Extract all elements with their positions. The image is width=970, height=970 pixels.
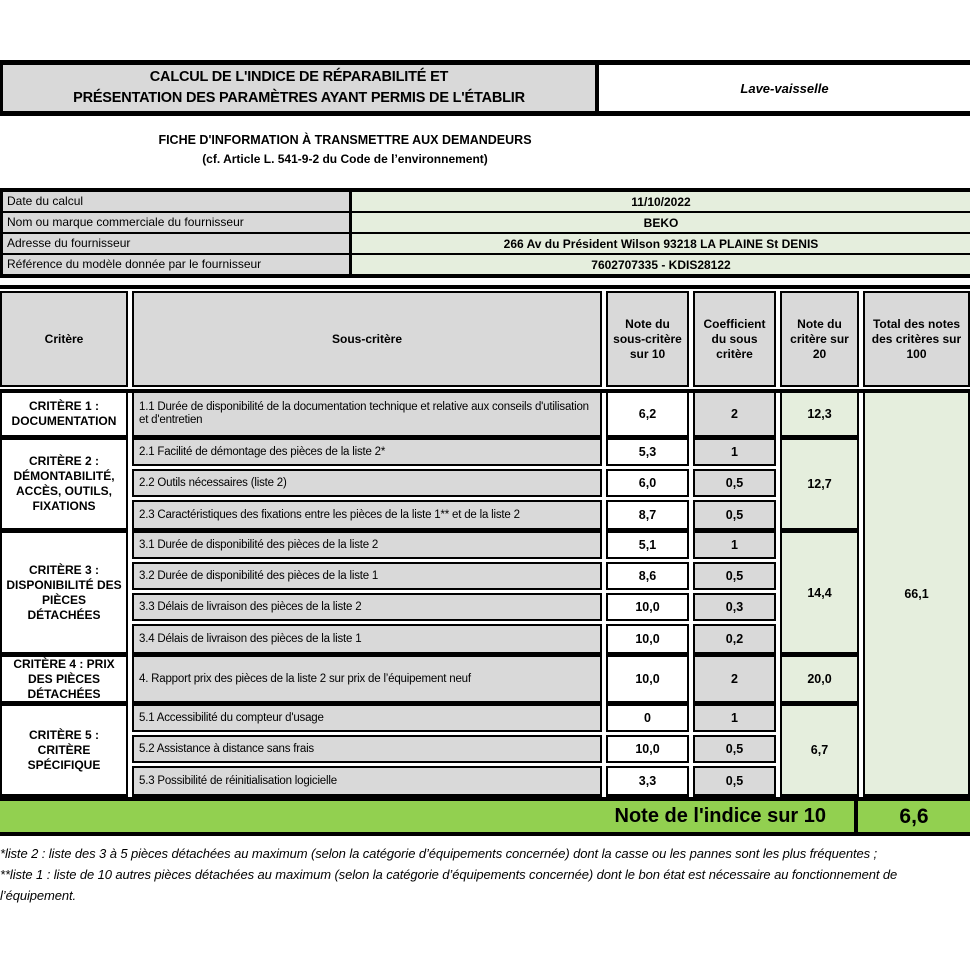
supplier-info-table [0,188,970,278]
criterion-score-20: 6,7 [780,704,859,797]
footnotes [0,843,908,906]
product-type: Lave-vaisselle [599,65,970,111]
coefficient-value: 0,5 [693,469,776,497]
info-row-label: Référence du modèle donnée par le fournisseur [3,255,352,274]
subtitle [0,133,690,166]
coefficient-value: 0,2 [693,624,776,655]
subcriterion-score: 0 [606,704,689,732]
subcriterion-label: 5.3 Possibilité de réinitialisation logicielle [132,766,602,797]
info-row [3,192,970,211]
footnote: **liste 1 : liste de 10 autres pièces détachées au maximum (selon la catégorie d’équipements concernée) dont le bon état est nécessaire au fonctionnement de l’équipement. [0,867,898,903]
subcriterion-label: 3.1 Durée de disponibilité des pièces de la liste 2 [132,531,602,559]
info-row-label: Date du calcul [3,192,352,211]
coefficient-value: 0,3 [693,593,776,621]
subcriterion-label: 2.2 Outils nécessaires (liste 2) [132,469,602,497]
page-title-line1: CALCUL DE L'INDICE DE RÉPARABILITÉ ET [149,69,449,85]
subcriterion-label: 4. Rapport prix des pièces de la liste 2 sur prix de l’équipement neuf [132,655,602,704]
info-row [3,211,970,232]
coefficient-value: 0,5 [693,735,776,763]
subcriterion-label: 5.2 Assistance à distance sans frais [132,735,602,763]
criterion-score-20: 14,4 [780,531,859,655]
info-row-label: Nom ou marque commerciale du fournisseur [3,213,352,232]
info-row-label: Adresse du fournisseur [3,234,352,253]
header-score20: Note du critère sur 20 [780,291,859,387]
subcriterion-label: 3.3 Délais de livraison des pièces de la liste 2 [132,593,602,621]
header-score10: Note du sous-critère sur 10 [606,291,689,387]
criterion-label: CRITÈRE 3 : DISPONIBILITÉ DES PIÈCES DÉTACHÉES [0,531,128,655]
criterion-score-20: 12,7 [780,438,859,531]
page-title-line2: PRÉSENTATION DES PARAMÈTRES AYANT PERMIS DE L'ÉTABLIR [73,90,525,106]
subcriterion-score: 5,1 [606,531,689,559]
subcriterion-score: 5,3 [606,438,689,466]
header-subcriterion: Sous-critère [132,291,602,387]
subcriterion-score: 6,0 [606,469,689,497]
subcriterion-score: 10,0 [606,735,689,763]
subcriterion-score: 8,6 [606,562,689,590]
subcriterion-label: 3.2 Durée de disponibilité des pièces de la liste 1 [132,562,602,590]
subcriterion-label: 2.1 Facilité de démontage des pièces de la liste 2* [132,438,602,466]
coefficient-value: 2 [693,655,776,704]
subcriterion-score: 10,0 [606,624,689,655]
coefficient-value: 1 [693,438,776,466]
subtitle-line1: FICHE D'INFORMATION À TRANSMETTRE AUX DEMANDEURS [158,133,532,147]
subcriterion-score: 3,3 [606,766,689,797]
subcriterion-label: 3.4 Délais de livraison des pièces de la liste 1 [132,624,602,655]
subcriterion-label: 2.3 Caractéristiques des fixations entre les pièces de la liste 1** et de la liste 2 [132,500,602,531]
subtitle-line2: (cf. Article L. 541-9-2 du Code de l’environnement) [202,152,488,166]
info-row-value: 266 Av du Président Wilson 93218 LA PLAINE St DENIS [352,234,970,253]
info-row [3,253,970,274]
total-score-100: 66,1 [863,391,970,797]
criteria-table-body [0,391,970,797]
criterion-label: CRITÈRE 4 : PRIX DES PIÈCES DÉTACHÉES [0,655,128,704]
info-row-value: BEKO [352,213,970,232]
subcriterion-label: 5.1 Accessibilité du compteur d'usage [132,704,602,732]
criteria-table-header [0,285,970,393]
subcriterion-score: 10,0 [606,593,689,621]
criterion-label: CRITÈRE 2 : DÉMONTABILITÉ, ACCÈS, OUTILS, FIXATIONS [0,438,128,531]
final-score-value: 6,6 [899,804,929,828]
criterion-label: CRITÈRE 1 : DOCUMENTATION [0,391,128,438]
info-row-value: 7602707335 - KDIS28122 [352,255,970,274]
header-total100: Total des notes des critères sur 100 [863,291,970,387]
subcriterion-score: 8,7 [606,500,689,531]
final-score-row [0,797,970,836]
criterion-label: CRITÈRE 5 : CRITÈRE SPÉCIFIQUE [0,704,128,797]
coefficient-value: 0,5 [693,562,776,590]
criterion-score-20: 20,0 [780,655,859,704]
info-row-value: 11/10/2022 [352,192,970,211]
coefficient-value: 0,5 [693,500,776,531]
coefficient-value: 1 [693,531,776,559]
subcriterion-score: 10,0 [606,655,689,704]
coefficient-value: 2 [693,391,776,438]
criterion-score-20: 12,3 [780,391,859,438]
header-coefficient: Coefficient du sous critère [693,291,776,387]
final-score-label: Note de l'indice sur 10 [0,801,858,832]
coefficient-value: 1 [693,704,776,732]
info-row [3,232,970,253]
page-title [0,65,599,111]
header-criterion: Critère [0,291,128,387]
title-band [0,60,970,116]
subcriterion-score: 6,2 [606,391,689,438]
coefficient-value: 0,5 [693,766,776,797]
subcriterion-label: 1.1 Durée de disponibilité de la documentation technique et relative aux conseils d'utilisation et d'entretien [132,391,602,438]
footnote: *liste 2 : liste des 3 à 5 pièces détachées au maximum (selon la catégorie d’équipements concernée) dont la casse ou les pannes sont les plus fréquentes ; [0,846,878,861]
